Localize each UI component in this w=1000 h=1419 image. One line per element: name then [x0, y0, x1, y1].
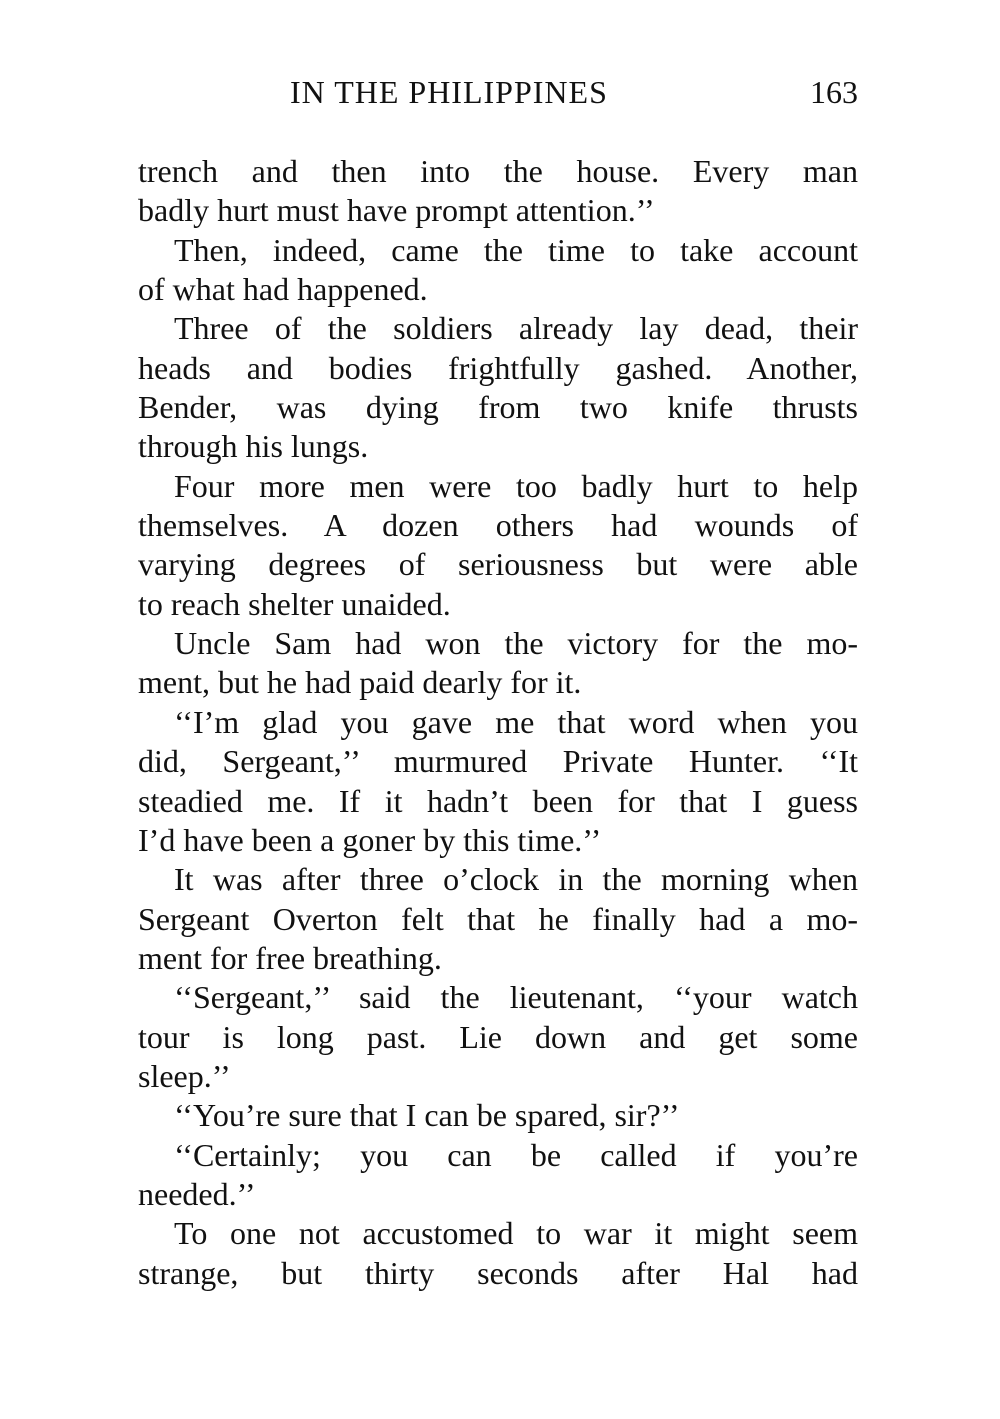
text-line: ‘‘I’m glad you gave me that word when you [174, 703, 858, 740]
text-line: strange, but thirty seconds after Hal had [138, 1254, 858, 1291]
page-number: 163 [810, 74, 858, 110]
text-line: themselves. A dozen others had wounds of [138, 507, 858, 544]
text-line: Three of the soldiers already lay dead, their [174, 310, 858, 347]
text-line: did, Sergeant,’’ murmured Private Hunter. ‘‘It [138, 743, 858, 780]
text-line: through his lungs. [138, 428, 369, 465]
text-line: ment for free breathing. [138, 939, 442, 976]
text-line: I’d have been a goner by this time.’’ [138, 821, 602, 858]
running-title: IN THE PHILIPPINES [290, 74, 608, 110]
text-line: needed.’’ [138, 1175, 256, 1212]
text-line: sleep.’’ [138, 1057, 231, 1094]
text-line: of what had happened. [138, 271, 428, 308]
text-line: ‘‘You’re sure that I can be spared, sir?’’ [174, 1097, 680, 1134]
text-line: tour is long past. Lie down and get some [138, 1018, 858, 1055]
text-line: Then, indeed, came the time to take account [174, 231, 858, 268]
text-line: Four more men were too badly hurt to help [174, 467, 858, 504]
body-text [138, 152, 858, 1293]
text-line: heads and bodies frightfully gashed. Another, [138, 349, 858, 386]
text-line: Uncle Sam had won the victory for the mo- [174, 625, 858, 662]
text-line: Sergeant Overton felt that he finally had a mo- [138, 900, 858, 937]
text-line: It was after three o’clock in the morning when [174, 861, 858, 898]
text-line: badly hurt must have prompt attention.’’ [138, 192, 655, 229]
text-line: ment, but he had paid dearly for it. [138, 664, 582, 701]
text-line: Bender, was dying from two knife thrusts [138, 389, 858, 426]
running-header [138, 72, 858, 112]
text-line: ‘‘Certainly; you can be called if you’re [174, 1136, 858, 1173]
text-line: To one not accustomed to war it might seem [174, 1215, 858, 1252]
text-line: trench and then into the house. Every man [138, 153, 858, 189]
text-line: steadied me. If it hadn’t been for that I guess [138, 782, 858, 819]
text-line: ‘‘Sergeant,’’ said the lieutenant, ‘‘your watch [174, 979, 858, 1016]
text-line: varying degrees of seriousness but were able [138, 546, 858, 583]
text-line: to reach shelter unaided. [138, 585, 451, 622]
